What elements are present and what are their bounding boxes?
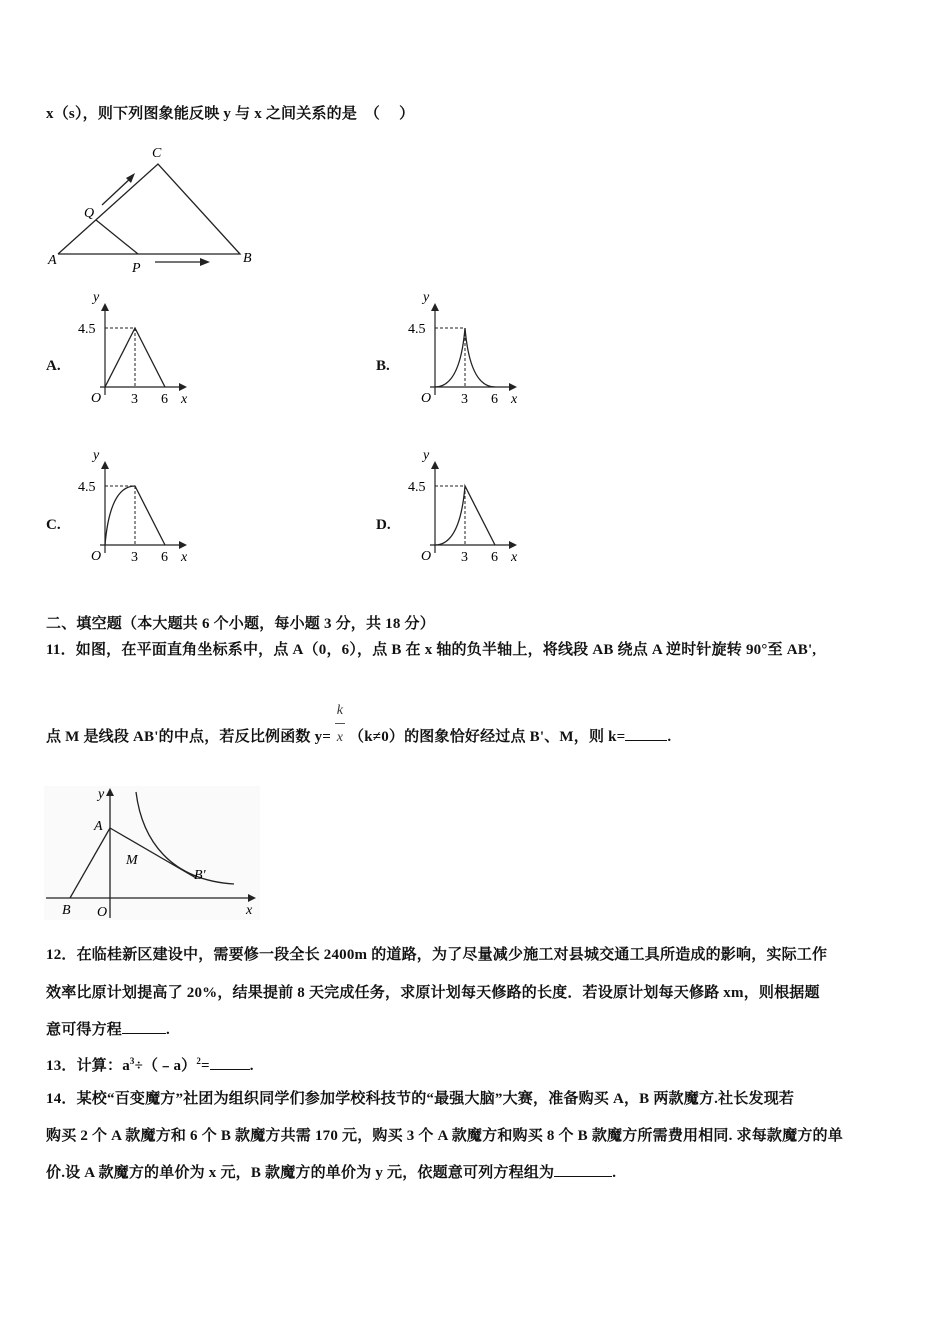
answer-blank[interactable] [625,726,667,741]
q13-text: = [201,1058,210,1074]
q11-figure [0,0,300,930]
q14-line2: 购买 2 个 A 款魔方和 6 个 B 款魔方共需 170 元，购买 3 个 A 款魔方和购买 8 个 B 款魔方所需费用相同. 求每款魔方的单 [46,1128,843,1144]
tick-label-3: 3 [131,550,138,565]
q14-text: 价.设 A 款魔方的单价为 x 元，B 款魔方的单价为 y 元，依题意可列方程组为 [46,1165,555,1181]
option-a-label[interactable]: A. [46,358,61,374]
tick-label-4-5: 4.5 [78,322,96,337]
x-arrowhead [509,541,517,549]
tick-label-3: 3 [461,550,468,565]
q13-text: 13．计算：a [46,1058,130,1074]
tick-label-3: 3 [461,392,468,407]
tick-label-6: 6 [491,392,498,407]
answer-blank[interactable] [554,1162,612,1177]
label-q: Q [84,206,95,221]
q12-line1: 12．在临桂新区建设中，需要修一段全长 2400m 的道路，为了尽量减少施工对县城交通工具所造成的影响，实际工作 [46,947,828,963]
option-c-label[interactable]: C. [46,517,61,533]
label-b-prime: B' [194,868,206,883]
label-x: x [246,903,253,918]
q11-line1: 11．如图，在平面直角坐标系中，点 A（0，6），点 B 在 x 轴的负半轴上，将线段 AB 绕点 A 逆时针旋转 90°至 AB', [46,642,817,658]
label-o: O [421,549,432,564]
q14-line3 [46,1161,616,1182]
x-arrowhead [509,383,517,391]
fraction-numerator: k [336,703,344,718]
tick-label-6: 6 [161,550,168,565]
tick-label-6: 6 [491,550,498,565]
q11-text: 点 M 是线段 AB'的中点，若反比例函数 y= [46,729,332,745]
label-y: y [423,448,430,463]
tick-label-4-5: 4.5 [78,480,96,495]
period: . [667,729,672,745]
q13-text: ÷（﹣a） [134,1058,197,1074]
label-y: y [423,290,430,305]
label-a: A [94,819,103,834]
fraction-bar [335,723,345,724]
tick-label-3: 3 [131,392,138,407]
exponent: 3 [129,1056,135,1066]
fraction-denominator: x [336,730,344,745]
section-heading: 二、填空题（本大题共 6 个小题，每小题 3 分，共 18 分） [46,616,435,632]
q11-text: （k≠0）的图象恰好经过点 B'、M，则 k= [349,729,626,745]
label-y: y [98,787,105,802]
option-b-label[interactable]: B. [376,358,390,374]
label-y: y [93,448,100,463]
label-b: B [243,251,252,266]
answer-blank[interactable] [122,1019,166,1034]
q12-line3 [46,1018,170,1039]
period: . [166,1022,170,1038]
label-p: P [132,261,141,276]
fraction [333,703,347,746]
tick-label-6: 6 [161,392,168,407]
label-x: x [181,550,188,565]
label-o: O [97,905,108,920]
label-a: A [48,253,57,268]
q12-line2: 效率比原计划提高了 20%，结果提前 8 天完成任务，求原计划每天修路的长度．若设原计划每天修路 xm，则根据题 [46,985,820,1001]
label-c: C [152,146,162,161]
period: . [612,1165,617,1181]
label-o: O [91,549,102,564]
tick-label-4-5: 4.5 [408,322,426,337]
answer-blank[interactable] [210,1055,250,1070]
label-x: x [511,550,518,565]
y-arrowhead [431,461,439,469]
label-m: M [126,853,138,868]
label-x: x [511,392,518,407]
q12-text: 意可得方程 [46,1022,123,1038]
q14-line1: 14．某校“百变魔方”社团为组织同学们参加学校科技节的“最强大脑”大赛，准备购买 A，B 两款魔方.社长发现若 [46,1091,795,1107]
label-b: B [62,903,71,918]
period: . [249,1058,254,1074]
label-o: O [91,391,102,406]
tick-label-4-5: 4.5 [408,480,426,495]
label-o: O [421,391,432,406]
y-arrowhead [431,303,439,311]
label-y: y [93,290,100,305]
q10-stem: x（s），则下列图象能反映 y 与 x 之间关系的是 （ ） [46,106,415,122]
exponent: 2 [196,1056,202,1066]
option-d-label[interactable]: D. [376,517,391,533]
q13-line [46,1054,254,1075]
label-x: x [181,392,188,407]
